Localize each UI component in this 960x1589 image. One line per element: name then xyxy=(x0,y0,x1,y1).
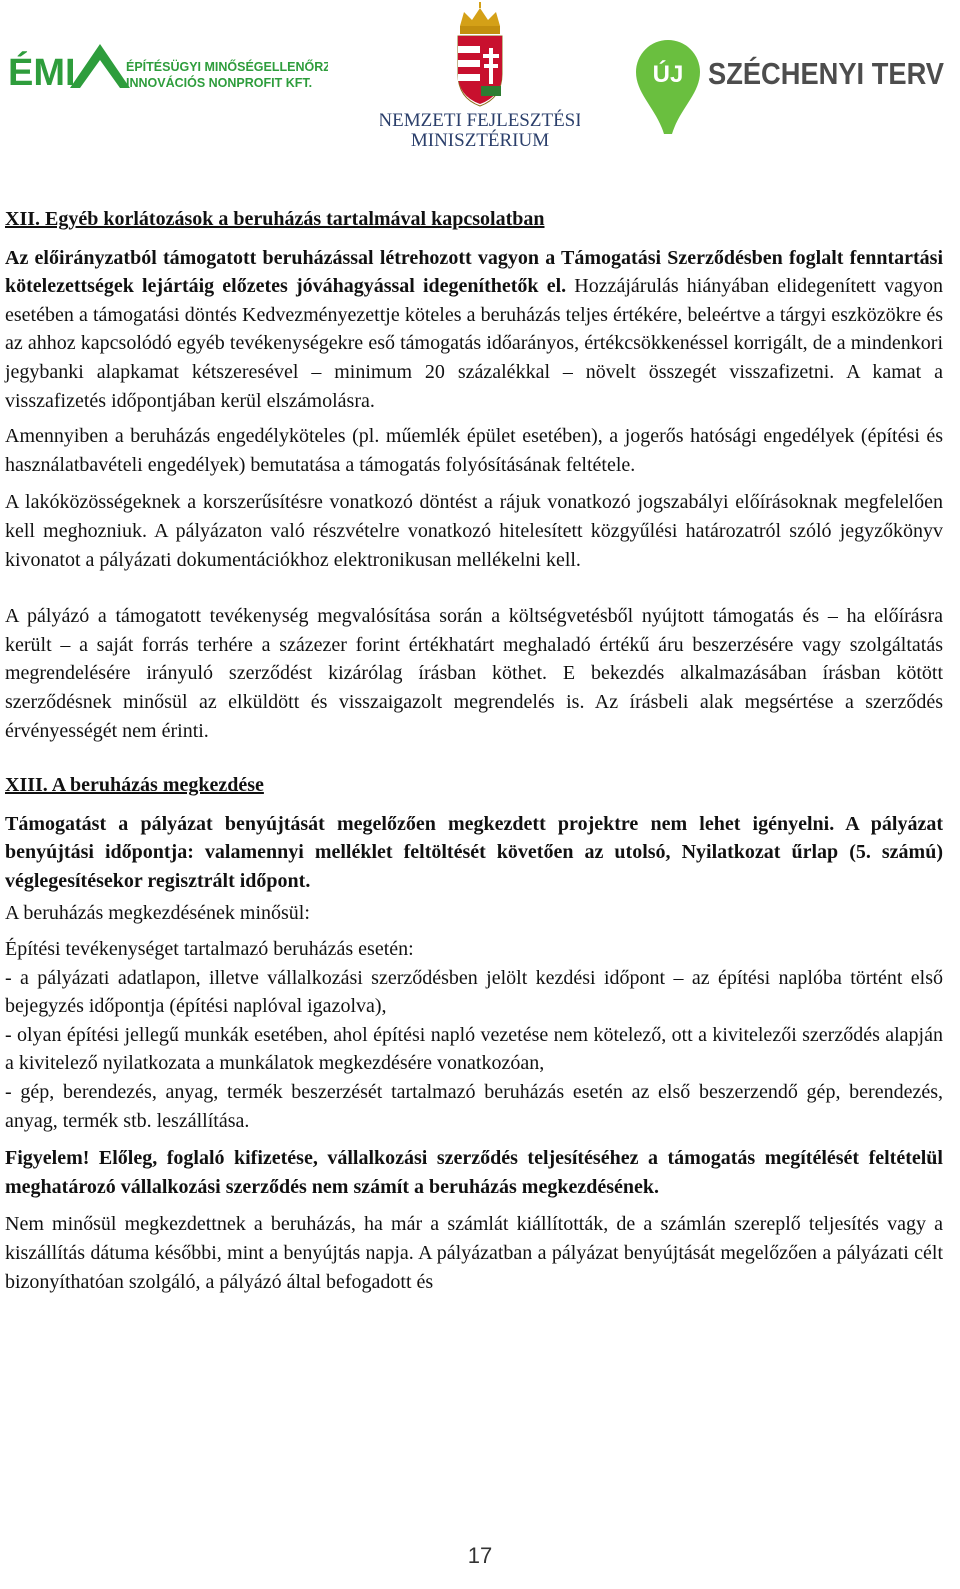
section-12-paragraph-3: A lakóközösségeknek a korszerűsítésre vonatkozó döntést a rájuk vonatkozó jogszabályi előírásoknak megfelelően kell meghozniuk. A pályázaton való részvételre vonatkozó hitelesített közgyűlési határozatról szóló jegyzőkönyv kivonatot a pályázati dokumentációkhoz elektronikusan mellékelni kell. xyxy=(5,491,943,571)
emi-logo-image xyxy=(8,40,328,100)
szechenyi-logo-image xyxy=(636,38,956,138)
emi-logo-line1: ÉPÍTÉSÜGYI MINŐSÉGELLENŐRZŐ xyxy=(126,60,328,74)
section-12-paragraph-4: A pályázó a támogatott tevékenység megvalósítása során a költségvetésből nyújtott támogatás és – ha előírásra került – a saját forrás terhére a százezer forint értékhatárt meghaladó értékű áru beszerzésére vagy szolgáltatás megrendelésére irányuló szerződést kizárólag írásban köthet. E bekezdés alkalmazásában írásban kötött szerződésnek minősül az elküldött és visszaigazolt megrendelés is. Az írásbeli alak megsértése a szerződés érvényességét nem érinti. xyxy=(5,605,943,742)
emi-logo-line2: INNOVÁCIÓS NONPROFIT KFT. xyxy=(126,76,313,90)
emi-logo xyxy=(8,40,328,105)
section-13-list-item: - a pályázati adatlapon, illetve vállalkozási szerződésben jelölt kezdési időpont – az építési naplóba történt első bejegyzés időpontja (építési naplóval igazolva), xyxy=(5,966,943,1018)
section-12-p1-rest: Hozzájárulás hiányában elidegenített vagyon esetében a támogatási döntés Kedvezményezettje köteles a beruházás teljes értékére, beleértve a tárgyi eszközökre és az ahhoz kapcsolódó egyéb tevékenységekre eső támogatás időarányos, értékcsökkenéssel korrigált, de a mindenkori jegybanki alapkamat kétszeresével – minimum 20 százalékkal – növelt összegét visszafizetni. A kamat a visszafizetés időpontjában kerül elszámolásra. xyxy=(5,275,944,412)
section-12-paragraph-1 xyxy=(5,244,943,416)
emi-logo-mark: ÉMI xyxy=(8,52,76,94)
section-12-p1-bold: Az előirányzatból támogatott beruházással létrehozott vagyon a Támogatási Szerződésben foglalt fenntartási kötelezettségek lejártáig előzetes jóváhagyással idegeníthetők el. xyxy=(5,246,943,298)
ministry-logo-line2: MINISZTÉRIUM xyxy=(410,130,550,151)
section-13-bold-paragraph: Támogatást a pályázat benyújtását megelőzően megkezdett projektre nem lehet igényelni. A pályázat benyújtási időpontja: valamennyi melléklet feltöltését követően az utolsó, Nyilatkozat űrlap (5. számú) véglegesítésekor regisztrált időpont. xyxy=(5,812,943,892)
section-13-list-item: - gép, berendezés, anyag, termék beszerzését tartalmazó beruházás esetén az első beszerzendő gép, berendezés, anyag, termék stb. leszállítása. xyxy=(5,1081,943,1132)
ministry-logo xyxy=(380,2,580,157)
section-13-list-item: - olyan építési jellegű munkák esetében, ahol építési napló vezetése nem kötelező, ott a kivitelezői szerződés alapján a kivitelező nyilatkozata a munkálatok megkezdésére vonatkozóan, xyxy=(5,1023,943,1075)
header-logos xyxy=(0,0,960,170)
section-13-heading: XIII. A beruházás megkezdése xyxy=(5,774,264,797)
section-13-subheading: Építési tevékenységet tartalmazó beruházás esetén: xyxy=(5,938,414,961)
szechenyi-wordmark: SZÉCHENYI TERV xyxy=(708,56,945,91)
szechenyi-logo xyxy=(636,38,956,143)
section-12-heading: XII. Egyéb korlátozások a beruházás tartalmával kapcsolatban xyxy=(5,208,545,230)
coat-of-arms-icon xyxy=(380,2,580,152)
section-13-intro: A beruházás megkezdésének minősül: xyxy=(5,902,310,925)
section-13-warning: Figyelem! Előleg, foglaló kifizetése, vállalkozási szerződés teljesítéséhez a támogatás megítélését feltételül meghatározó vállalkozási szerződés nem számít a beruházás megkezdésének. xyxy=(5,1147,943,1198)
page-number: 17 xyxy=(467,1543,493,1568)
section-13-last-paragraph: Nem minősül megkezdettnek a beruházás, ha már a számlát kiállították, de a számlán szereplő teljesítés vagy a kiszállítás dátuma későbbi, mint a benyújtás napja. A pályázatban a pályázat benyújtását megelőzően a pályázati célt bizonyíthatóan szolgáló, a pályázó által befogadott és xyxy=(5,1213,943,1293)
section-12-paragraph-2: Amennyiben a beruházás engedélyköteles (pl. műemlék épület esetében), a jogerős hatósági engedélyek (építési és használatbavételi engedélyek) bemutatása a támogatás folyósításának feltétele. xyxy=(5,425,943,476)
ministry-logo-line1: NEMZETI FEJLESZTÉSI xyxy=(380,110,580,131)
document-body xyxy=(5,205,943,1296)
szechenyi-pin-text: ÚJ xyxy=(652,61,684,88)
